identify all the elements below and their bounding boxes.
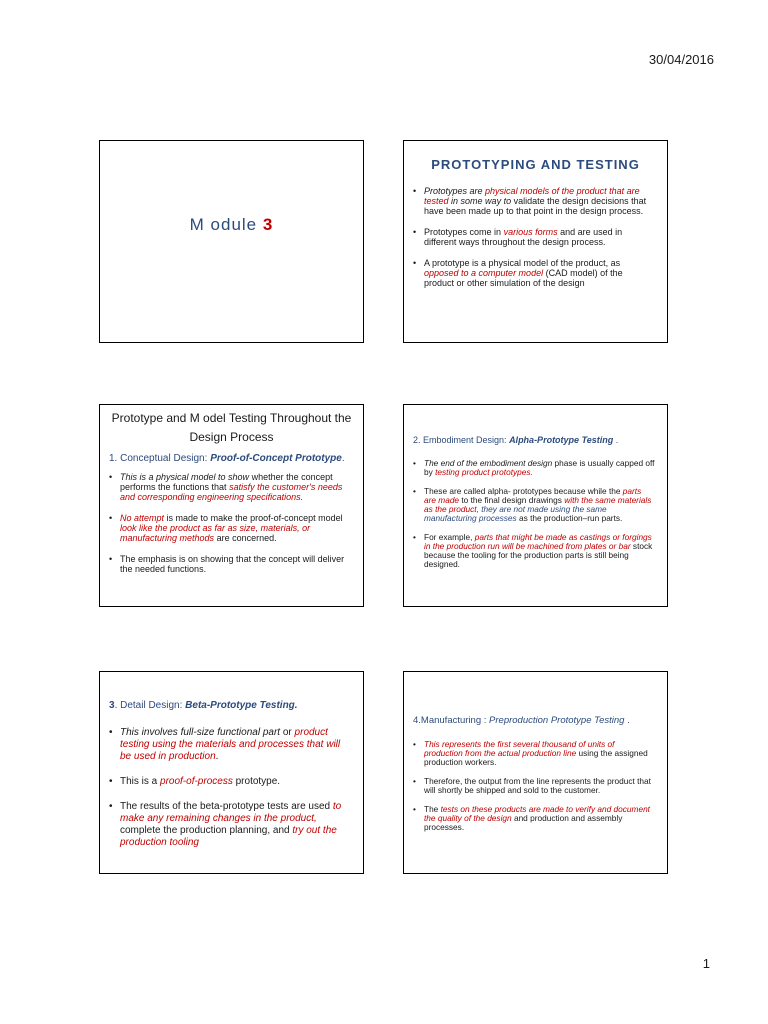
bullet-list [404,459,667,569]
bullet-emphasis: proof-of-process [160,776,233,787]
bullet-emphasis: opposed to a computer model [424,268,544,278]
bullet-text: as the production–run parts. [519,513,623,523]
bullet-item [109,727,351,763]
slide-subtitle [109,453,363,464]
bullet-text: This is a [120,776,158,787]
bullet-emphasis: This represents the first several thousand of units of production from the actual production line [424,739,615,758]
slide-subtitle [413,715,667,726]
subtitle-end: . [341,453,345,464]
bullet-text: This is a physical model to show [120,472,250,482]
bullet-item [109,776,351,788]
bullet-item [413,805,655,832]
subtitle-lead: . Detail Design: [114,700,183,711]
bullet-text: The results of the beta-prototype tests are used [120,801,331,812]
bullet-emphasis: satisfy the customer's needs and corresponding engineering specifications. [120,482,343,502]
bullet-emphasis: tests on these products are made to verify and document the quality of the design [424,804,650,823]
bullet-text: For example, [424,532,473,542]
bullet-text: prototype. [235,776,281,787]
page-date: 30/04/2016 [648,52,714,67]
subtitle-emphasis: Alpha-Prototype Testing [509,435,614,445]
subtitle-emphasis: Beta-Prototype Testing. [185,700,298,711]
subtitle-end: . [615,435,619,445]
slide-module-3 [99,140,364,343]
bullet-emphasis: testing product prototypes. [435,467,533,477]
module-title [100,215,363,235]
bullet-emphasis: physical models of the product that are tested [424,186,640,206]
subtitle-emphasis: Proof-of-Concept Prototype [210,453,342,464]
bullet-text: to the final design drawings [461,495,562,505]
bullet-item [109,472,351,502]
bullet-text: complete the production planning, and [120,825,290,836]
slide-conceptual-design [99,404,364,607]
bullet-item [413,487,655,523]
slide-embodiment-design [403,404,668,607]
bullet-item [413,740,655,767]
slide-subtitle [109,700,363,711]
bullet-text: The end of the embodiment design [424,458,553,468]
module-title-word: M odule [189,215,258,234]
bullet-text: or [282,727,292,738]
bullet-text: whether the concept performs the functions that [120,472,333,492]
subtitle-number: 3 [109,700,115,711]
bullet-item [413,459,655,477]
bullet-emphasis: to make any remaining changes in the product, [120,801,342,824]
bullet-item [109,554,351,574]
bullet-text: . [215,751,219,762]
bullet-emphasis: look like the product as far as size, materials, or manufacturing methods [120,523,311,543]
bullet-item [109,513,351,543]
slide-subtitle [413,435,667,445]
bullet-text: stock because the tooling for the production parts is still being designed. [424,541,653,569]
bullet-text: (CAD model) of the product or other simulation of the design [424,268,623,288]
bullet-emphasis: parts are made [424,486,642,505]
bullet-list [100,727,363,849]
subtitle-lead: 2. Embodiment Design: [413,435,507,445]
bullet-text: using the assigned production workers. [424,748,648,767]
bullet-item [413,258,655,288]
bullet-text: The emphasis is on showing that the concept will deliver the needed functions. [120,554,345,574]
bullet-emphasis: various forms [503,227,558,237]
bullet-text: These are called alpha- prototypes because while the [424,486,621,496]
bullet-item [413,186,655,216]
page-number: 1 [702,956,710,971]
bullet-text: Prototypes come in [424,227,502,237]
slide-prototyping-and-testing [403,140,668,343]
bullet-item [413,227,655,247]
slide-title: PROTOTYPING AND TESTING [431,157,640,172]
slide-manufacturing [403,671,668,874]
bullet-text: This involves full-size functional part [120,727,281,738]
bullet-text: are concerned. [216,533,277,543]
bullet-list [404,186,667,288]
bullet-text: validate the design decisions that have been made up to that point in the design process. [424,196,647,216]
slide-detail-design [99,671,364,874]
bullet-emphasis: No attempt [120,513,165,523]
bullet-item [413,777,655,795]
bullet-emphasis: they are not made using the same manufacturing processes [424,504,607,523]
bullet-item [109,801,351,849]
bullet-item [413,533,655,569]
bullet-text: in some way to [451,196,512,206]
bullet-text: Prototypes are [424,186,483,196]
bullet-list [100,472,363,574]
bullet-text: and production and assembly processes. [424,813,623,832]
bullet-text: is made to make the proof-of-concept model [166,513,343,523]
bullet-emphasis: with the same materials as the product, [424,495,652,514]
subtitle-end: . [627,715,630,726]
subtitle-lead: 1. Conceptual Design: [109,453,208,464]
bullet-emphasis: parts that might be made as castings or forgings in the production run will be machined from plates or bar [424,532,652,551]
bullet-list [404,740,667,832]
bullet-text: A prototype is a physical model of the product, as [424,258,621,268]
slide-title: Prototype and M odel Testing Throughout the Design Process [111,411,352,444]
bullet-text: and are used in different ways throughout the design process. [424,227,623,247]
module-title-number: 3 [262,215,274,234]
subtitle-lead: 4.Manufacturing : [413,715,487,726]
bullet-text: Therefore, the output from the line represents the product that will shortly be shipped and sold to the customer. [424,776,651,795]
bullet-text: phase is usually capped off by [424,458,655,477]
bullet-text: The [424,804,439,814]
subtitle-emphasis: Preproduction Prototype Testing [489,715,625,726]
bullet-emphasis: try out the production tooling [120,825,337,848]
bullet-emphasis: product testing using the materials and processes that will be used in production [120,727,341,762]
